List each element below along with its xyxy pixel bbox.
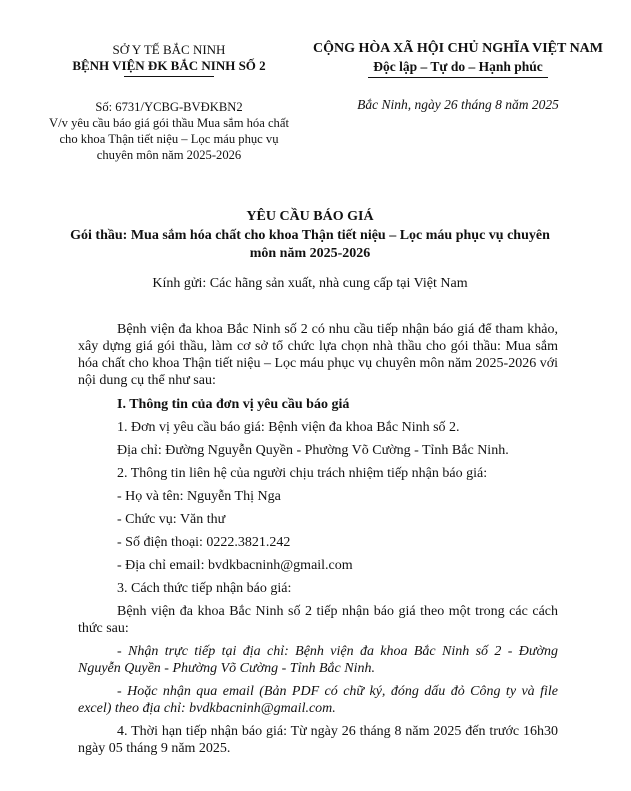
nation-name: CỘNG HÒA XÃ HỘI CHỦ NGHĨA VIỆT NAM (312, 41, 603, 56)
document-number: Số: 6731/YCBG-BVĐKBN2 (95, 100, 243, 114)
address-line: Địa chỉ: Đường Nguyễn Quyền - Phường Võ Cường - Tỉnh Bắc Ninh. (117, 443, 509, 458)
document-title-block (60, 208, 560, 263)
package-title: Gói thầu: Mua sắm hóa chất cho khoa Thận tiết niệu – Lọc máu phục vụ chuyên môn năm 2025-2026 (70, 228, 550, 261)
item-receiving-method: 3. Cách thức tiếp nhận báo giá: (117, 581, 292, 596)
issuer-underline (124, 76, 214, 77)
issue-date: Bắc Ninh, ngày 26 tháng 8 năm 2025 (357, 97, 559, 112)
document-reference (46, 99, 292, 163)
contact-name: - Họ và tên: Nguyễn Thị Nga (117, 489, 281, 504)
document-subject: V/v yêu cầu báo giá gói thầu Mua sắm hóa chất cho khoa Thận tiết niệu – Lọc máu phục vụ chuyên môn năm 2025-2026 (49, 116, 289, 162)
contact-phone: - Số điện thoại: 0222.3821.242 (117, 535, 291, 550)
document-body (78, 321, 558, 757)
methods-intro: Bệnh viện đa khoa Bắc Ninh số 2 tiếp nhận báo giá theo một trong các cách thức sau: (78, 604, 558, 636)
section-heading: I. Thông tin của đơn vị yêu cầu báo giá (117, 397, 350, 412)
intro-paragraph: Bệnh viện đa khoa Bắc Ninh số 2 có nhu cầu tiếp nhận báo giá để tham khảo, xây dựng giá gói thầu, làm cơ sở tổ chức lựa chọn nhà thầu cho gói thầu: Mua sắm hóa chất cho khoa Thận tiết niệu – Lọc máu phục vụ chuyên môn năm 2025-2026 với nội dung cụ thể như sau: (78, 322, 558, 388)
org-name: SỞ Y TẾ BẮC NINH (112, 42, 226, 57)
national-motto: Độc lập – Tự do – Hạnh phúc (373, 59, 543, 74)
contact-position: - Chức vụ: Văn thư (117, 512, 226, 527)
contact-email: - Địa chỉ email: bvdkbacninh@gmail.com (117, 558, 353, 573)
issuer-block (46, 42, 292, 77)
greeting: Kính gửi: Các hãng sản xuất, nhà cung cấp tại Việt Nam (152, 276, 468, 291)
document-title: YÊU CẦU BÁO GIÁ (246, 209, 374, 224)
hospital-name: BỆNH VIỆN ĐK BẮC NINH SỐ 2 (72, 58, 266, 73)
item-requesting-unit: 1. Đơn vị yêu cầu báo giá: Bệnh viện đa khoa Bắc Ninh số 2. (117, 420, 460, 435)
item-deadline: 4. Thời hạn tiếp nhận báo giá: Từ ngày 26 tháng 8 năm 2025 đến trước 16h30 ngày 05 tháng 9 năm 2025. (78, 724, 558, 756)
national-header (300, 40, 616, 78)
item-contact-info: 2. Thông tin liên hệ của người chịu trách nhiệm tiếp nhận báo giá: (117, 466, 488, 481)
method-email: - Hoặc nhận qua email (Bản PDF có chữ ký, đóng dấu đỏ Công ty và file excel) theo địa chỉ: bvdkbacninh@gmail.com. (78, 684, 558, 716)
method-direct: - Nhận trực tiếp tại địa chỉ: Bệnh viện đa khoa Bắc Ninh số 2 - Đường Nguyễn Quyền - Phường Võ Cường - Tỉnh Bắc Ninh. (78, 644, 558, 676)
motto-underline (368, 77, 548, 78)
